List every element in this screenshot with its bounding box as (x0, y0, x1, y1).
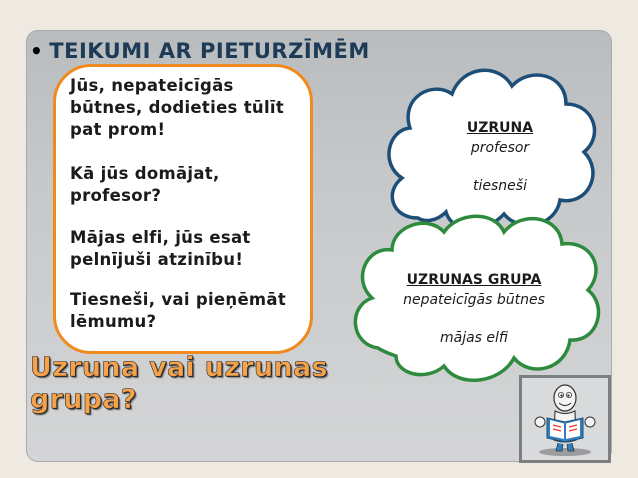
example-sentence-4: Tiesneši, vai pieņēmāt lēmumu? (70, 290, 287, 331)
reader-mascot-icon (522, 378, 608, 460)
cloud-grupa-heading: UZRUNAS GRUPA (406, 272, 542, 288)
slide-title-text: TEIKUMI AR PIETURZĪMĒM (49, 39, 370, 63)
cloud-grupa-item-1: nepateicīgās būtnes (403, 292, 545, 308)
cloud-uzruna-item-2: tiesneši (473, 178, 527, 194)
cloud-grupa-item-2: mājas elfi (440, 330, 508, 346)
cloud-grupa (386, 270, 562, 348)
question-heading: Uzruna vai uzrunas grupa? (30, 352, 328, 415)
reader-icon-frame (519, 375, 611, 463)
cloud-uzruna-item-1: profesor (470, 140, 530, 156)
cloud-uzruna-heading: UZRUNA (466, 120, 534, 136)
example-sentence-2: Kā jūs domājat, profesor? (70, 164, 220, 205)
bullet-dot-icon: • (30, 39, 44, 63)
example-sentence-1: Jūs, nepateicīgās būtnes, dodieties tūlīt pat prom! (70, 76, 285, 139)
example-sentence-3: Mājas elfi, jūs esat pelnījuši atzinību! (70, 228, 251, 269)
